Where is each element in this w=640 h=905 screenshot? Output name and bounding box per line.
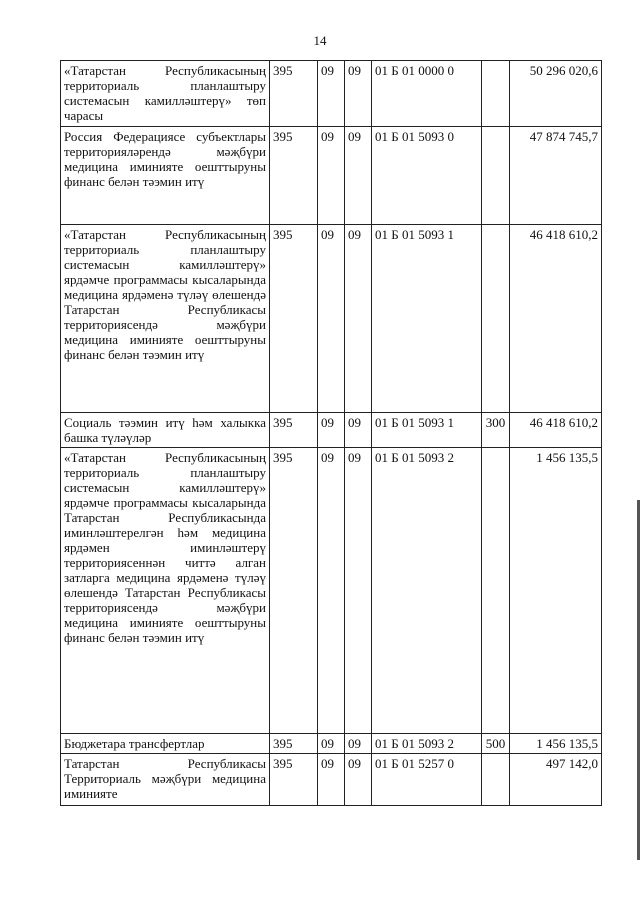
row-name: «Татарстан Республикасының территориаль планлаштыру системасын камилләштерү» ярдәмче программасы кысаларында Татарстан Республикасында иминләштерелгән һәм медицина ярдәмен иминләштерү территориясеннән читтә алган затларга медицина ярдәменә түләү өлешендә Татарстан Республикасы территориясендә мәҗбүри медицина иминияте оешттыруны финанс белән тәэмин итү — [61, 448, 270, 734]
row-name: Социаль тәэмин итү һәм халыкка башка түләүләр — [61, 413, 270, 448]
row-name: «Татарстан Республикасының территориаль планлаштыру системасын камилләштерү» ярдәмче программасы кысаларында медицина ярдәменә түләү өлешендә Татарстан Республикасы территориясендә мәҗбүри медицина иминияте оешттыруны финанс белән тәэмин итү — [61, 225, 270, 413]
row-gr: 395 — [270, 225, 318, 413]
row-gr: 395 — [270, 448, 318, 734]
table-row — [61, 225, 602, 413]
row-amount: 46 418 610,2 — [510, 225, 602, 413]
row-cs: 01 Б 01 5093 1 — [372, 225, 482, 413]
row-vr: 500 — [482, 734, 510, 754]
row-vr — [482, 448, 510, 734]
table-row — [61, 61, 602, 127]
row-vr: 300 — [482, 413, 510, 448]
row-amount: 46 418 610,2 — [510, 413, 602, 448]
row-name: Россия Федерациясе субъектлары территорияләрендә мәҗбүри медицина иминияте оешттыруны финанс белән тәэмин итү — [61, 127, 270, 225]
row-pr: 09 — [345, 127, 372, 225]
row-name: Бюджетара трансфертлар — [61, 734, 270, 754]
row-gr: 395 — [270, 127, 318, 225]
row-rz: 09 — [318, 754, 345, 806]
table-row — [61, 413, 602, 448]
row-vr — [482, 61, 510, 127]
budget-table — [60, 60, 602, 806]
row-vr — [482, 225, 510, 413]
row-cs: 01 Б 01 5093 1 — [372, 413, 482, 448]
row-gr: 395 — [270, 754, 318, 806]
page-number: 14 — [313, 33, 327, 48]
table-row — [61, 734, 602, 754]
row-rz: 09 — [318, 61, 345, 127]
row-rz: 09 — [318, 448, 345, 734]
row-amount: 1 456 135,5 — [510, 448, 602, 734]
row-pr: 09 — [345, 734, 372, 754]
row-cs: 01 Б 01 5257 0 — [372, 754, 482, 806]
row-amount: 1 456 135,5 — [510, 734, 602, 754]
table-row — [61, 127, 602, 225]
row-cs: 01 Б 01 5093 2 — [372, 448, 482, 734]
row-name: Татарстан Республикасы Территориаль мәҗбүри медицина иминияте — [61, 754, 270, 806]
table-row — [61, 448, 602, 734]
row-vr — [482, 127, 510, 225]
row-pr: 09 — [345, 225, 372, 413]
row-vr — [482, 754, 510, 806]
row-gr: 395 — [270, 413, 318, 448]
row-cs: 01 Б 01 5093 2 — [372, 734, 482, 754]
row-pr: 09 — [345, 754, 372, 806]
row-rz: 09 — [318, 413, 345, 448]
row-rz: 09 — [318, 225, 345, 413]
row-gr: 395 — [270, 734, 318, 754]
row-pr: 09 — [345, 413, 372, 448]
row-amount: 47 874 745,7 — [510, 127, 602, 225]
row-pr: 09 — [345, 61, 372, 127]
row-cs: 01 Б 01 5093 0 — [372, 127, 482, 225]
row-pr: 09 — [345, 448, 372, 734]
row-name: «Татарстан Республикасының территориаль планлаштыру системасын камилләштерү» төп чарасы — [61, 61, 270, 127]
row-rz: 09 — [318, 734, 345, 754]
row-gr: 395 — [270, 61, 318, 127]
row-amount: 497 142,0 — [510, 754, 602, 806]
row-rz: 09 — [318, 127, 345, 225]
row-amount: 50 296 020,6 — [510, 61, 602, 127]
table-row — [61, 754, 602, 806]
row-cs: 01 Б 01 0000 0 — [372, 61, 482, 127]
